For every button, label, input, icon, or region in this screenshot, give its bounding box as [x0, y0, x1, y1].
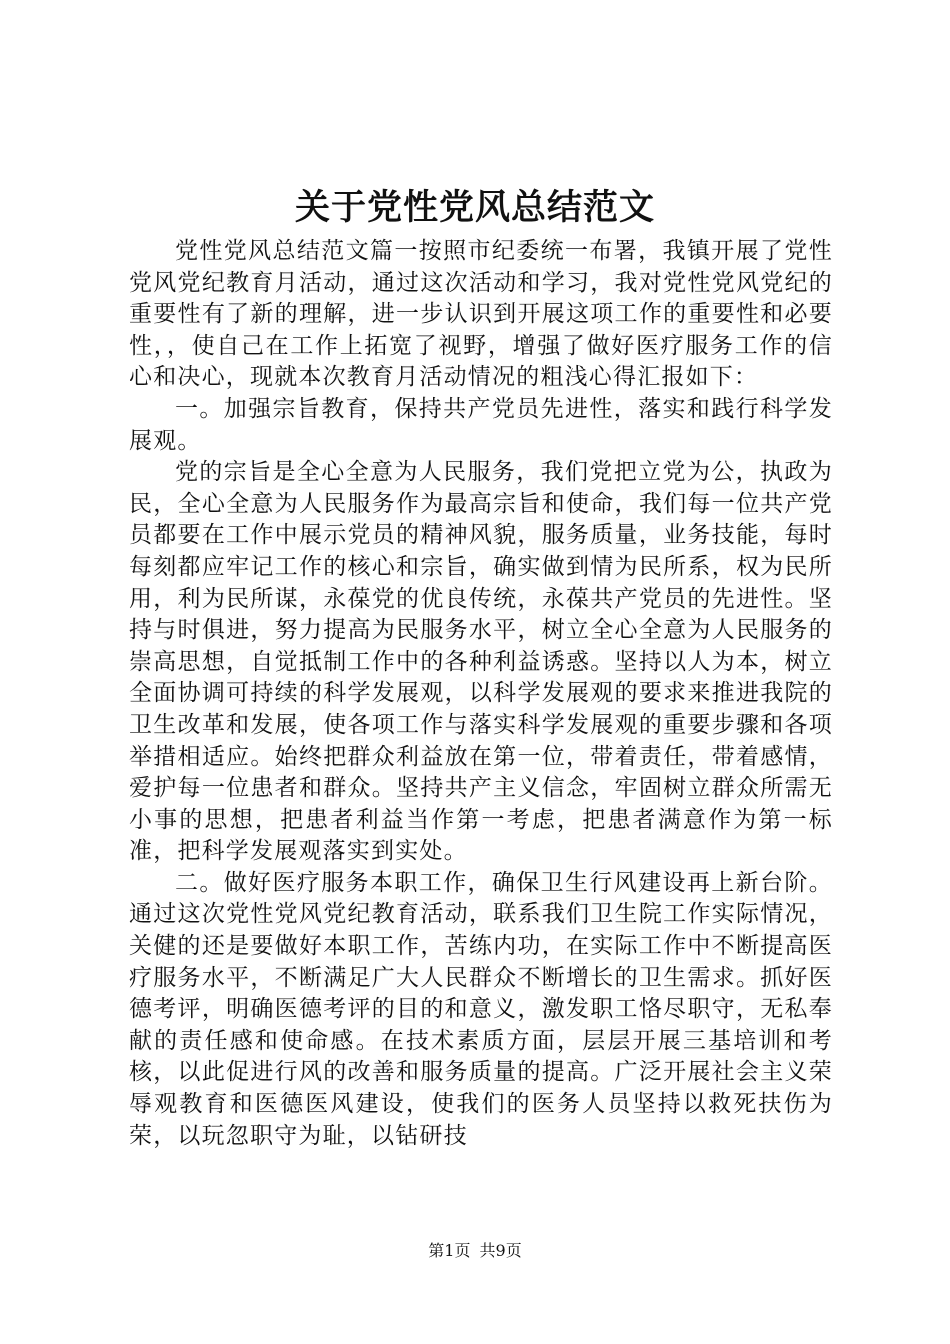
paragraph-section-1-heading: 一。加强宗旨教育，保持共产党员先进性，落实和践行科学发展观。 [129, 395, 833, 454]
page-footer [0, 1240, 950, 1262]
paragraph-section-1-body: 党的宗旨是全心全意为人民服务，我们党把立党为公，执政为民，全心全意为人民服务作为最高宗旨和使命，我们每一位共产党员都要在工作中展示党员的精神风貌，服务质量，业务技能，每时每刻都应牢记工作的核心和宗旨，确实做到情为民所系，权为民所用，利为民所谋，永葆党的优良传统，永葆共产党员的先进性。坚持与时俱进，努力提高为民服务水平，树立全心全意为人民服务的崇高思想，自觉抵制工作中的各种利益诱惑。坚持以人为本，树立全面协调可持续的科学发展观，以科学发展观的要求来推进我院的卫生改革和发展，使各项工作与落实科学发展观的重要步骤和各项举措相适应。始终把群众利益放在第一位，带着责任，带着感情，爱护每一位患者和群众。坚持共产主义信念，牢固树立群众所需无小事的思想，把患者利益当作第一考虑，把患者满意作为第一标准，把科学发展观落实到实处。 [129, 459, 833, 865]
page-total: 共9页 [479, 1241, 522, 1260]
paragraph-intro: 党性党风总结范文篇一按照市纪委统一布署，我镇开展了党性党风党纪教育月活动，通过这次活动和学习，我对党性党风党纪的重要性有了新的理解，进一步认识到开展这项工作的重要性和必要性，，使自己在工作上拓宽了视野，增强了做好医疗服务工作的信心和决心，现就本次教育月活动情况的粗浅心得汇报如下： [129, 238, 833, 391]
document-body [129, 236, 833, 1152]
page-number: 第1页 [428, 1241, 471, 1260]
paragraph-section-2: 二。做好医疗服务本职工作，确保卫生行风建设再上新台阶。通过这次党性党风党纪教育活动，联系我们卫生院工作实际情况，关健的还是要做好本职工作，苦练内功，在实际工作中不断提高医疗服务水平，不断满足广大人民群众不断增长的卫生需求。抓好医德考评，明确医德考评的目的和意义，激发职工恪尽职守，无私奉献的责任感和使命感。在技术素质方面，层层开展三基培训和考核，以此促进行风的改善和服务质量的提高。广泛开展社会主义荣辱观教育和医德医风建设，使我们的医务人员坚持以救死扶伤为荣，以玩忽职守为耻，以钻研技 [129, 869, 833, 1149]
document-title: 关于党性党风总结范文 [294, 187, 655, 228]
